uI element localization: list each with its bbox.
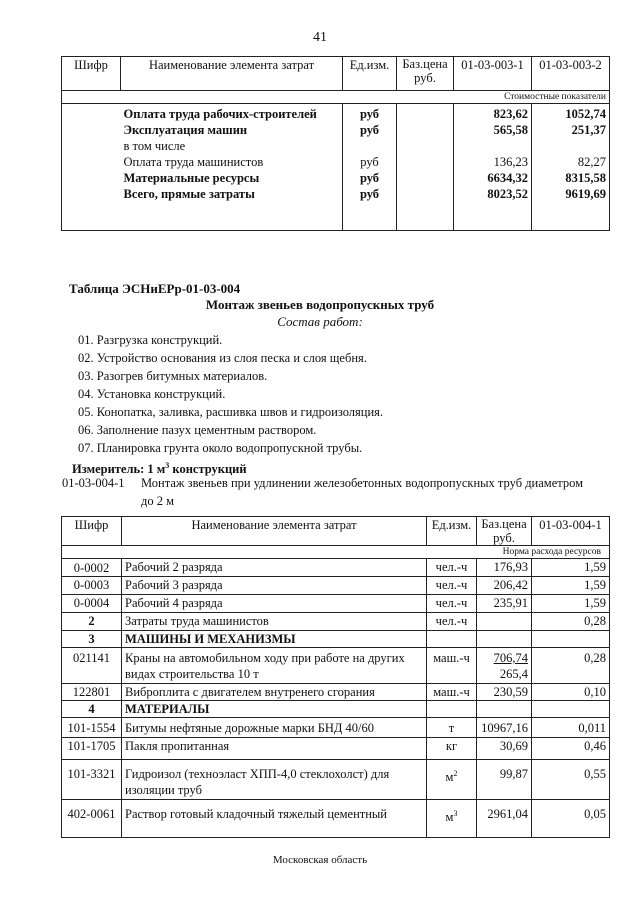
page-number: 41 [313, 30, 327, 45]
list-item: 03. Разогрев битумных материалов. [78, 369, 268, 383]
row-base: 206,42 [477, 577, 532, 595]
list-item: 06. Заполнение пазух цементным раствором. [78, 423, 317, 437]
table-row [62, 577, 610, 595]
row-value-1: 8023,52 [454, 186, 532, 231]
row-value-2: 82,27 [532, 154, 610, 170]
table-row [62, 648, 610, 684]
row-unit [427, 701, 477, 718]
row-value-1: 823,62 [454, 104, 532, 123]
cost-table-1 [61, 56, 610, 231]
row-code: 0-0003 [62, 577, 122, 595]
table-label: Таблица ЭСНиЕРр-01-03-004 [69, 281, 241, 296]
table-row [62, 559, 610, 577]
row-unit [427, 760, 477, 800]
row-name: Рабочий 2 разряда [122, 559, 427, 577]
table-row: в том числе [121, 138, 343, 154]
row-value: 0,011 [532, 718, 610, 738]
table-row: Материальные ресурсы [121, 170, 343, 186]
row-base: 230,59 [477, 684, 532, 701]
row-code: 101-1554 [62, 718, 122, 738]
header-unit: Ед.изм. [343, 57, 397, 91]
row-value-2: 9619,69 [532, 186, 610, 231]
row-unit: руб [343, 154, 397, 170]
row-unit [343, 138, 397, 154]
row-value-2: 251,37 [532, 122, 610, 138]
row-name: Краны на автомобильном ходу при работе на других видах строительства 10 т [122, 648, 427, 684]
row-name: Рабочий 3 разряда [122, 577, 427, 595]
table-row [62, 613, 610, 631]
row-unit: чел.-ч [427, 577, 477, 595]
header-col1: 01-03-004-1 [532, 517, 610, 546]
row-unit: чел.-ч [427, 559, 477, 577]
measure-prefix: Измеритель: 1 м [72, 462, 166, 477]
row-base: 176,93 [477, 559, 532, 577]
row-unit: руб [343, 122, 397, 138]
header-name: Наименование элемента затрат [122, 517, 427, 546]
section-title: Монтаж звеньев водопропускных труб [205, 297, 435, 312]
row-base: 10967,16 [477, 718, 532, 738]
row-code: 122801 [62, 684, 122, 701]
row-value: 1,59 [532, 577, 610, 595]
table-row: Оплата труда рабочих-строителей [121, 104, 343, 123]
row-name: Битумы нефтяные дорожные марки БНД 40/60 [122, 718, 427, 738]
row-base [477, 631, 532, 648]
header-base-price: Баз.цена руб. [397, 57, 454, 91]
header-code: Шифр [62, 517, 122, 546]
row-name: Виброплита с двигателем внутренего сгорания [122, 684, 427, 701]
row-code: 402-0061 [62, 800, 122, 838]
row-base: 2961,04 [477, 800, 532, 838]
row-value: 0,10 [532, 684, 610, 701]
row-value: 0,05 [532, 800, 610, 838]
row-name: МАШИНЫ И МЕХАНИЗМЫ [122, 631, 427, 648]
list-item: 01. Разгрузка конструкций. [78, 333, 223, 347]
resource-table [61, 516, 610, 838]
header-col1: 01-03-003-1 [454, 57, 532, 91]
row-name: Затраты труда машинистов [122, 613, 427, 631]
section-subtitle: Состав работ: [277, 314, 363, 329]
row-base [477, 613, 532, 631]
row-base: 99,87 [477, 760, 532, 800]
item-line-2: до 2 м [141, 494, 175, 508]
row-unit: руб [343, 170, 397, 186]
row-value: 1,59 [532, 559, 610, 577]
row-base: 30,69 [477, 738, 532, 760]
row-unit [427, 631, 477, 648]
base-price-empty [397, 104, 454, 231]
row-unit: чел.-ч [427, 613, 477, 631]
table-row: Всего, прямые затраты [121, 186, 343, 231]
table-row [62, 684, 610, 701]
row-base [477, 701, 532, 718]
table-row: Эксплуатация машин [121, 122, 343, 138]
row-unit [427, 800, 477, 838]
list-item: 05. Конопатка, заливка, расшивка швов и гидроизоляция. [78, 405, 384, 419]
row-value: 0,28 [532, 648, 610, 684]
row-unit-sup: 3 [453, 809, 458, 818]
subheader: Стоимостные показатели [62, 91, 610, 104]
row-unit: маш.-ч [427, 648, 477, 684]
row-value-2 [532, 138, 610, 154]
row-value: 0,46 [532, 738, 610, 760]
row-code: 0-0002 [62, 559, 122, 577]
table-row [62, 701, 610, 718]
row-unit: руб [343, 186, 397, 231]
item-code: 01-03-004-1 [62, 476, 125, 490]
header-code: Шифр [62, 57, 121, 91]
row-code: 4 [62, 701, 122, 718]
row-unit: т [427, 718, 477, 738]
header-unit: Ед.изм. [427, 517, 477, 546]
row-base [477, 648, 532, 684]
row-base: 235,91 [477, 595, 532, 613]
row-value-2: 8315,58 [532, 170, 610, 186]
row-base-value-2: 265,4 [499, 667, 528, 681]
row-code: 101-1705 [62, 738, 122, 760]
list-item: 07. Планировка грунта около водопропускной трубы. [78, 441, 363, 455]
row-unit-text: м [445, 810, 454, 825]
table-row [62, 800, 610, 838]
row-value: 0,55 [532, 760, 610, 800]
row-value-1: 565,58 [454, 122, 532, 138]
table-row [62, 631, 610, 648]
row-code: 0-0004 [62, 595, 122, 613]
row-value-1 [454, 138, 532, 154]
table-row [62, 595, 610, 613]
row-value-1: 136,23 [454, 154, 532, 170]
row-name: Раствор готовый кладочный тяжелый цементный [122, 800, 427, 838]
header-col2: 01-03-003-2 [532, 57, 610, 91]
table-row [62, 738, 610, 760]
row-code: 021141 [62, 648, 122, 684]
subheader: Норма расхода ресурсов [62, 546, 610, 559]
row-unit-text: м [445, 770, 454, 785]
header-name: Наименование элемента затрат [121, 57, 343, 91]
list-item: 04. Установка конструкций. [78, 387, 226, 401]
row-value: 1,59 [532, 595, 610, 613]
row-base-value: 706,74 [493, 651, 528, 665]
row-code: 2 [62, 613, 122, 631]
row-unit: чел.-ч [427, 595, 477, 613]
page-footer: Московская область [272, 854, 368, 866]
row-value [532, 701, 610, 718]
works-list [78, 331, 383, 457]
row-unit: кг [427, 738, 477, 760]
item-line-1: Монтаж звеньев при удлинении железобетонных водопропускных труб диаметром [141, 476, 584, 490]
table-row [62, 760, 610, 800]
row-unit: руб [343, 104, 397, 123]
row-value: 0,28 [532, 613, 610, 631]
row-name: МАТЕРИАЛЫ [122, 701, 427, 718]
row-value-1: 6634,32 [454, 170, 532, 186]
row-value [532, 631, 610, 648]
measure-suffix: конструкций [169, 462, 247, 477]
table-row: Оплата труда машинистов [121, 154, 343, 170]
list-item: 02. Устройство основания из слоя песка и слоя щебня. [78, 351, 367, 365]
row-code: 101-3321 [62, 760, 122, 800]
row-name: Гидроизол (техноэласт ХПП-4,0 стеклохолст) для изоляции труб [122, 760, 427, 800]
row-name: Рабочий 4 разряда [122, 595, 427, 613]
table-row [62, 718, 610, 738]
row-value-2: 1052,74 [532, 104, 610, 123]
row-unit-sup: 2 [453, 769, 458, 778]
item-description [141, 474, 611, 510]
row-name: Пакля пропитанная [122, 738, 427, 760]
row-unit: маш.-ч [427, 684, 477, 701]
row-code: 3 [62, 631, 122, 648]
header-base-price: Баз.цена руб. [477, 517, 532, 546]
measure-sup: 3 [165, 461, 170, 470]
